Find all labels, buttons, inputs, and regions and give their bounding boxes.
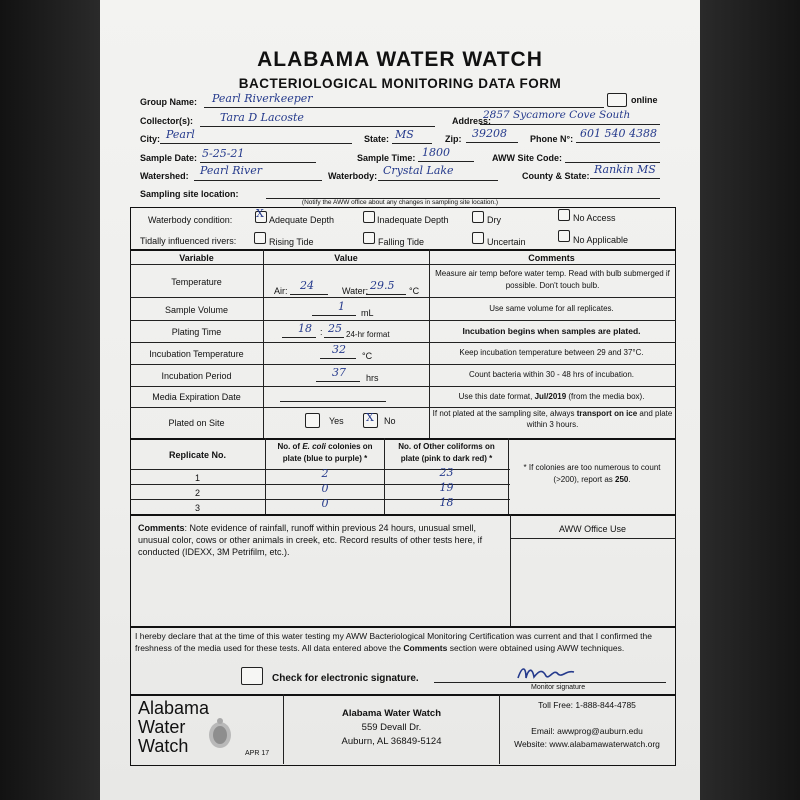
city-value[interactable]: Pearl bbox=[166, 128, 195, 141]
footer-city: Auburn, AL 36849-5124 bbox=[341, 736, 442, 747]
comments-instructions: Comments: Note evidence of rainfall, runoff within previous 24 hours, unusual smell, unusual color, cows or other animals in creek, etc. Record results of other tests here, if conducted (IDEXX, 3M Petrifilm, etc.). bbox=[138, 523, 483, 557]
incubation-temp-unit: °C bbox=[362, 351, 373, 361]
watershed-label: Watershed: bbox=[140, 171, 189, 181]
colonies-note: * If colonies are too numerous to count (>200), report as 250. bbox=[523, 463, 661, 484]
waterbody-label: Waterbody: bbox=[328, 171, 378, 181]
address-label: Address: bbox=[452, 116, 492, 126]
online-label: online bbox=[631, 95, 658, 105]
collectors-label: Collector(s): bbox=[140, 116, 194, 126]
sample-time-value[interactable]: 1800 bbox=[422, 146, 450, 159]
logo-line: Water bbox=[138, 717, 186, 737]
waterbody-value[interactable]: Crystal Lake bbox=[383, 164, 454, 177]
uncertain-checkbox[interactable] bbox=[472, 232, 484, 244]
falling-tide-checkbox[interactable] bbox=[363, 232, 375, 244]
plating-comment: Incubation begins when samples are plated. bbox=[462, 326, 641, 336]
footer-toll-free: Toll Free: 1-888-844-4785 bbox=[538, 700, 636, 710]
city-label: City: bbox=[140, 134, 160, 144]
footer-website[interactable]: Website: www.alabamawaterwatch.org bbox=[514, 739, 660, 749]
site-location-label: Sampling site location: bbox=[140, 189, 239, 199]
inadequate-depth-label: Inadequate Depth bbox=[377, 215, 449, 225]
office-use-label: AWW Office Use bbox=[558, 524, 626, 534]
incubation-temp-comment: Keep incubation temperature between 29 and 37°C. bbox=[459, 348, 644, 357]
replicate-header: Replicate No. bbox=[168, 450, 226, 460]
form-paper bbox=[100, 0, 700, 800]
dry-checkbox[interactable] bbox=[472, 211, 484, 223]
plated-no-check-mark: X bbox=[366, 411, 374, 424]
phone-label: Phone N°: bbox=[530, 134, 574, 144]
zip-label: Zip: bbox=[445, 134, 462, 144]
other-header-line2: plate (pink to dark red) * bbox=[400, 454, 493, 463]
group-name-value[interactable]: Pearl Riverkeeper bbox=[212, 92, 313, 105]
replicate-no: 1 bbox=[194, 473, 200, 483]
phone-value[interactable]: 601 540 4388 bbox=[580, 127, 657, 140]
no-applicable-label: No Applicable bbox=[573, 235, 629, 245]
sample-time-label: Sample Time: bbox=[357, 153, 416, 163]
replicate-other[interactable]: 23 bbox=[439, 466, 454, 479]
group-name-label: Group Name: bbox=[140, 97, 198, 107]
form-subtitle: BACTERIOLOGICAL MONITORING DATA FORM bbox=[238, 76, 562, 91]
air-temp-value[interactable]: 24 bbox=[300, 279, 314, 292]
rising-tide-checkbox[interactable] bbox=[254, 232, 266, 244]
other-header: No. of Other coliforms on bbox=[398, 442, 495, 451]
water-label: Water: bbox=[342, 286, 369, 296]
form-title: ALABAMA WATER WATCH bbox=[257, 48, 543, 71]
logo-line: Alabama bbox=[138, 698, 210, 718]
state-value[interactable]: MS bbox=[395, 128, 414, 141]
footer-email[interactable]: Email: awwprog@auburn.edu bbox=[531, 726, 643, 736]
ecoli-header-line2: plate (blue to purple) * bbox=[282, 454, 368, 463]
plated-on-site-label: Plated on Site bbox=[168, 418, 225, 428]
media-expiration-comment: Use this date format, Jul/2019 (from the media box). bbox=[458, 392, 645, 401]
air-label: Air: bbox=[274, 286, 288, 296]
declaration-text: I hereby declare that at the time of this water testing my AWW Bacteriological Monitoring Certification was current and that I confirmed the freshness of the media used for these tests. All data entered above the Comments section were obtained using AWW techniques. bbox=[135, 631, 653, 653]
sample-volume-value[interactable]: 1 bbox=[338, 300, 345, 313]
form-version: APR 17 bbox=[245, 750, 270, 757]
sample-date-label: Sample Date: bbox=[140, 153, 198, 163]
logo-line: Watch bbox=[138, 736, 189, 756]
temperature-comment: Measure air temp before water temp. Read with bulb submerged if possible. Don't touch bulb. bbox=[435, 269, 670, 290]
watershed-value[interactable]: Pearl River bbox=[200, 164, 263, 177]
replicate-ecoli[interactable]: 0 bbox=[321, 497, 329, 510]
electronic-signature-label: Check for electronic signature. bbox=[272, 673, 419, 684]
replicate-ecoli[interactable]: 2 bbox=[321, 467, 329, 480]
temp-unit: °C bbox=[409, 286, 420, 296]
uncertain-label: Uncertain bbox=[487, 237, 526, 247]
online-checkbox[interactable] bbox=[607, 93, 627, 107]
tidal-label: Tidally influenced rivers: bbox=[140, 236, 237, 246]
background-left bbox=[0, 0, 100, 800]
plated-no-label: No bbox=[384, 416, 396, 426]
county-state-label: County & State: bbox=[522, 171, 590, 181]
adequate-depth-check-mark: X bbox=[256, 207, 264, 220]
replicate-no: 3 bbox=[194, 503, 200, 513]
incubation-period-unit: hrs bbox=[366, 373, 379, 383]
rising-tide-label: Rising Tide bbox=[269, 237, 314, 247]
plated-yes-label: Yes bbox=[329, 416, 344, 426]
replicate-other[interactable]: 18 bbox=[439, 496, 454, 509]
inadequate-depth-checkbox[interactable] bbox=[363, 211, 375, 223]
incubation-period-comment: Count bacteria within 30 - 48 hrs of incubation. bbox=[469, 370, 634, 379]
value-header: Value bbox=[334, 253, 358, 263]
site-location-note: (Notify the AWW office about any changes in sampling site location.) bbox=[301, 199, 499, 206]
background-right bbox=[700, 0, 800, 800]
sample-volume-comment: Use same volume for all replicates. bbox=[489, 304, 614, 313]
sample-volume-unit: mL bbox=[361, 308, 374, 318]
sample-volume-label: Sample Volume bbox=[164, 305, 229, 315]
state-label: State: bbox=[364, 134, 390, 144]
plating-time-label: Plating Time bbox=[171, 327, 222, 337]
plating-format: 24-hr format bbox=[346, 330, 390, 339]
no-access-label: No Access bbox=[573, 213, 616, 223]
incubation-temp-value[interactable]: 32 bbox=[332, 343, 346, 356]
footer-org-name: Alabama Water Watch bbox=[341, 708, 442, 719]
turtle-logo-icon bbox=[205, 718, 235, 752]
plating-minutes-value[interactable]: 25 bbox=[328, 322, 342, 335]
address-value[interactable]: 2857 Sycamore Cove South bbox=[483, 109, 631, 121]
plating-colon: : bbox=[320, 327, 323, 337]
ecoli-header: No. of E. coli colonies on bbox=[277, 442, 373, 451]
collectors-value[interactable]: Tara D Lacoste bbox=[220, 111, 304, 124]
county-state-value[interactable]: Rankin MS bbox=[594, 163, 656, 176]
plated-on-site-comment: If not plated at the sampling site, always transport on ice and plate within 3 hours. bbox=[432, 409, 673, 429]
dry-label: Dry bbox=[487, 215, 501, 225]
monitor-signature-caption: Monitor signature bbox=[531, 684, 586, 691]
no-access-checkbox[interactable] bbox=[558, 209, 570, 221]
footer-street: 559 Devall Dr. bbox=[361, 722, 422, 733]
electronic-signature-checkbox[interactable] bbox=[241, 667, 263, 685]
replicate-ecoli[interactable]: 0 bbox=[321, 482, 329, 495]
incubation-period-value[interactable]: 37 bbox=[332, 366, 346, 379]
replicate-no: 2 bbox=[194, 488, 200, 498]
incubation-temp-label: Incubation Temperature bbox=[149, 349, 244, 359]
waterbody-condition-label: Waterbody condition: bbox=[148, 215, 233, 225]
monitor-signature-scribble bbox=[514, 662, 580, 684]
plated-yes-checkbox[interactable] bbox=[305, 413, 320, 428]
variable-header: Variable bbox=[179, 253, 214, 263]
water-temp-value[interactable]: 29.5 bbox=[370, 279, 395, 292]
adequate-depth-label: Adequate Depth bbox=[269, 215, 335, 225]
temperature-label: Temperature bbox=[171, 277, 222, 287]
zip-value[interactable]: 39208 bbox=[472, 127, 507, 140]
aww-logo bbox=[138, 699, 209, 756]
replicate-other[interactable]: 19 bbox=[439, 481, 454, 494]
falling-tide-label: Falling Tide bbox=[378, 237, 425, 247]
no-applicable-checkbox[interactable] bbox=[558, 230, 570, 242]
plating-hours-value[interactable]: 18 bbox=[298, 322, 312, 335]
media-expiration-label: Media Expiration Date bbox=[152, 392, 241, 402]
site-code-label: AWW Site Code: bbox=[492, 153, 562, 163]
comments-header: Comments bbox=[528, 253, 575, 263]
sample-date-value[interactable]: 5-25-21 bbox=[202, 147, 245, 160]
incubation-period-label: Incubation Period bbox=[161, 371, 232, 381]
